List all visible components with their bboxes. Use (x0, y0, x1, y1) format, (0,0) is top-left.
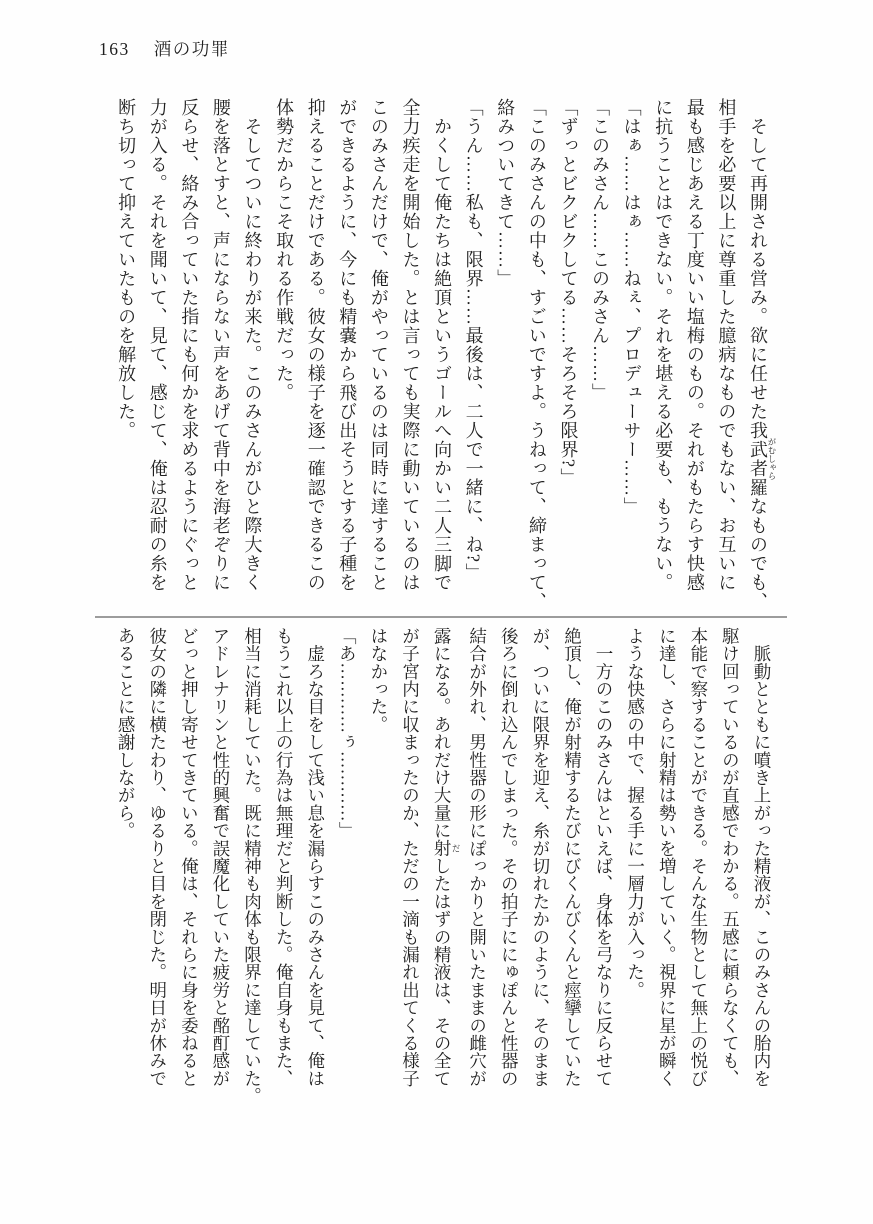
text-line: 「このみさん……このみさん……」 (590, 98, 611, 402)
upper-text-block (101, 98, 777, 614)
text-line: あることに感謝しながら。 (116, 627, 137, 840)
text-line: 絡みついてきて……」 (495, 98, 516, 288)
lower-text-block (101, 627, 777, 1111)
text-line: ような快感の中で、握る手に一層力が入った。 (625, 627, 646, 999)
text-line: 「うん……私も、限界……最後は、二人で一緒に、ね?」 (463, 98, 484, 582)
text-line: 最も感じあえる丁度いい塩梅のもの。それがもたらす快感 (684, 98, 705, 592)
text-line: 脈動とともに噴き上がった精液が、このみさんの胎内を (752, 627, 772, 1088)
text-line: 後ろに倒れ込んでしまった。その拍子ににゅぽんと性器の (499, 627, 520, 1088)
text-line: に抗うことはできない。それを堪える必要も、もうない。 (653, 98, 674, 592)
text-line: 一方のこのみさんはといえば、身体を弓なりに反らせて (594, 627, 615, 1088)
page-header (99, 36, 230, 61)
page-number: 163 (99, 39, 130, 59)
text-line: に達し、さらに射精は勢いを増していく。視界に星が瞬く (657, 627, 678, 1088)
text-line: アドレナリンと性的興奮で誤魔化していた疲労と酩酊感が (210, 627, 231, 1088)
text-line: 露になる。あれだけ大量に射 だしたはずの精液は、その全て (432, 627, 462, 1088)
text-line: が子宮内に収まったのか、ただの一滴も漏れ出てくる様子 (400, 627, 421, 1088)
text-line: このみさんだけで、俺がやっているのは同時に達すること (368, 98, 389, 592)
section-divider (95, 616, 787, 618)
text-line: 結合が外れ、男性器の形にぽっかりと開いたままの雌穴が (467, 627, 488, 1088)
text-line: 力が入る。それを聞いて、見て、感じて、俺は忍耐の糸を (147, 98, 168, 592)
text-line: どっと押し寄せてきている。俺は、それらに身を委ねると (179, 627, 200, 1088)
text-line: はなかった。 (368, 627, 389, 734)
text-line: 絶頂し、俺が射精するたびにびくんびくんと痙攣していた (562, 627, 583, 1088)
text-line: 相手を必要以上に尊重した臆病なものでもない、お互いに (716, 98, 737, 592)
text-line: かくして俺たちは絶頂というゴールへ向かい二人三脚で (432, 98, 453, 592)
text-line: 「あ…………ぅ…………」 (337, 627, 358, 840)
text-line: 本能で察することができる。そんな生物として無上の悦び (688, 627, 709, 1088)
text-line: もうこれ以上の行為は無理だと判断した。俺自身もまた、 (274, 627, 295, 1088)
text-line: 「ずっとビクビクしてる……そろそろ限界?」 (558, 98, 579, 487)
text-line: 相当に消耗していた。既に精神も肉体も限界に達していた。 (242, 627, 263, 1105)
text-line: 抑えることだけである。彼女の様子を逐一確認できるこの (305, 98, 326, 592)
text-line: そして再開される営み。欲に任せた我武者羅 がむしゃらなものでも、 (748, 98, 777, 611)
text-line: 腰を落とすと、声にならない声をあげて背中を海老ぞりに (210, 98, 231, 592)
text-line: 彼女の隣に横たわり、ゆるりと目を閉じた。明日が休みで (147, 627, 168, 1088)
text-line: 体勢だからこそ取れる作戦だった。 (274, 98, 295, 402)
text-line: 断ち切って抑えていたものを解放した。 (116, 98, 137, 440)
text-line: 「このみさんの中も、すごいですよ。うねって、締まって、 (526, 98, 547, 611)
text-line: そしてついに終わりが来た。このみさんがひと際大きく (242, 98, 263, 592)
text-line: ができるように、今にも精嚢から飛び出そうとする子種を (337, 98, 358, 592)
text-line: 全力疾走を開始した。とは言っても実際に動いているのは (400, 98, 421, 592)
text-line: 虚ろな目をして浅い息を漏らすこのみさんを見て、俺は (305, 627, 326, 1088)
text-line: 駆け回っているのが直感でわかる。五感に頼らなくても、 (720, 627, 741, 1088)
text-line: 「はぁ……はぁ……ねぇ、プロデューサー……」 (621, 98, 642, 516)
text-line: が、ついに限界を迎え、糸が切れたかのように、そのまま (530, 627, 551, 1088)
page-title: 酒の功罪 (153, 39, 230, 59)
text-line: 反らせ、絡み合っていた指にも何かを求めるようにぐっと (179, 98, 200, 592)
